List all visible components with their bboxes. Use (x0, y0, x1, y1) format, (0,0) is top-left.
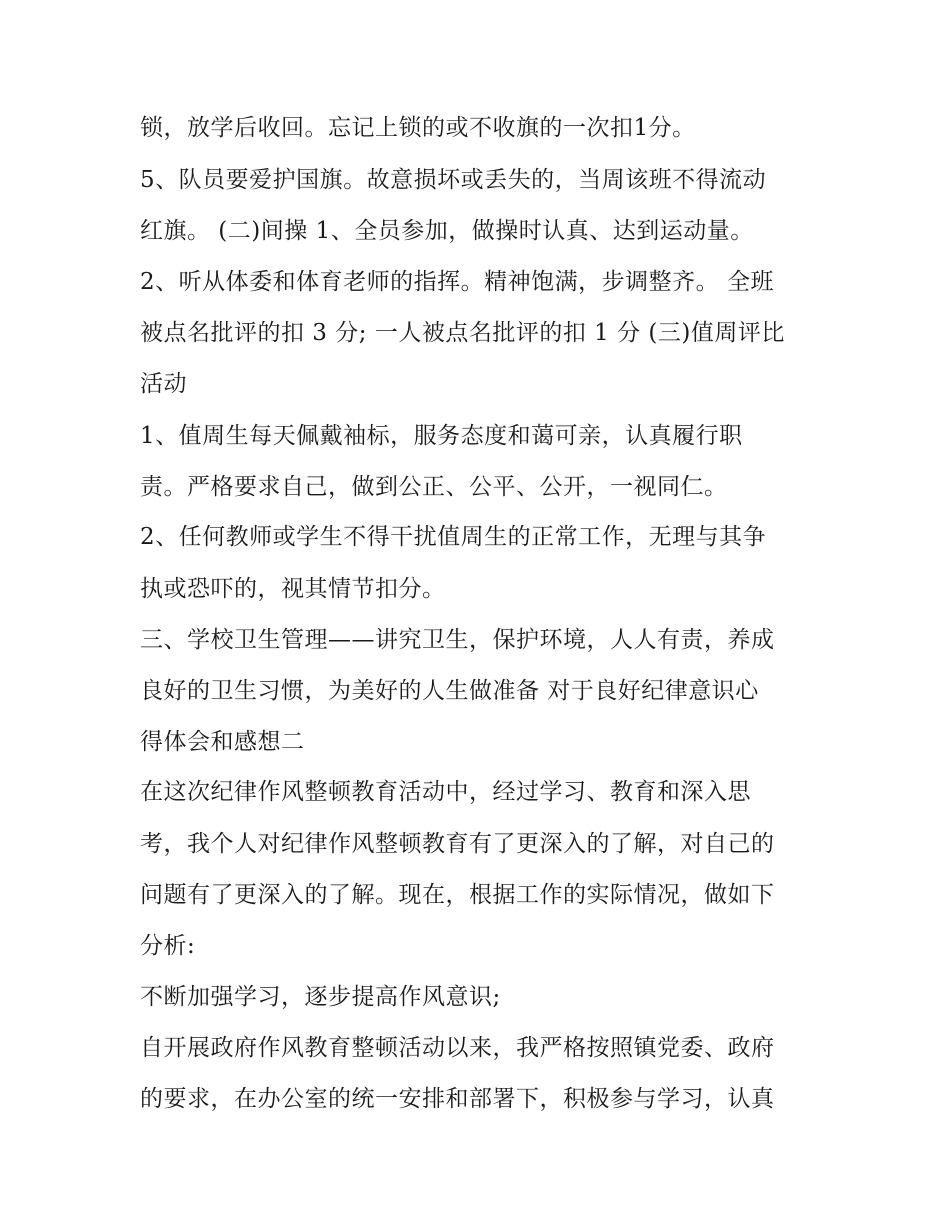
text-line: 红旗。 (二)间操 1、全员参加，做操时认真、达到运动量。 (140, 218, 754, 244)
text-line: 被点名批评的扣 3 分; 一人被点名批评的扣 1 分 (三)值周评比 (140, 320, 785, 346)
text-line: 考，我个人对纪律作风整顿教育有了更深入的了解，对自己的 (140, 831, 775, 857)
text-line: 2、听从体委和体育老师的指挥。精神饱满，步调整齐。 全班 (140, 269, 774, 295)
text-line: 问题有了更深入的了解。现在，根据工作的实际情况，做如下 (140, 882, 775, 908)
text-line: 得体会和感想二 (140, 729, 305, 755)
text-line: 责。严格要求自己，做到公正、公平、公开，一视同仁。 (140, 474, 728, 500)
text-line: 5、队员要爱护国旗。故意损坏或丢失的，当周该班不得流动 (140, 167, 767, 193)
text-line: 执或恐吓的，视其情节扣分。 (140, 576, 446, 602)
text-line: 的要求，在办公室的统一安排和部署下，积极参与学习，认真 (140, 1086, 775, 1112)
text-line: 1、值周生每天佩戴袖标，服务态度和蔼可亲，认真履行职 (140, 423, 743, 449)
text-line: 分析: (140, 933, 196, 959)
text-line: 在这次纪律作风整顿教育活动中，经过学习、教育和深入思 (140, 779, 751, 805)
text-line: 三、学校卫生管理——讲究卫生，保护环境，人人有责，养成 (140, 627, 775, 653)
text-line: 良好的卫生习惯，为美好的人生做准备 对于良好纪律意识心 (140, 678, 759, 704)
text-line: 锁，放学后收回。忘记上锁的或不收旗的一次扣1分。 (140, 115, 696, 141)
text-line: 自开展政府作风教育整顿活动以来，我严格按照镇党委、政府 (140, 1035, 775, 1061)
text-line: 不断加强学习，逐步提高作风意识; (140, 984, 501, 1010)
text-line: 2、任何教师或学生不得干扰值周生的正常工作，无理与其争 (140, 524, 767, 550)
text-line: 活动 (140, 371, 187, 397)
